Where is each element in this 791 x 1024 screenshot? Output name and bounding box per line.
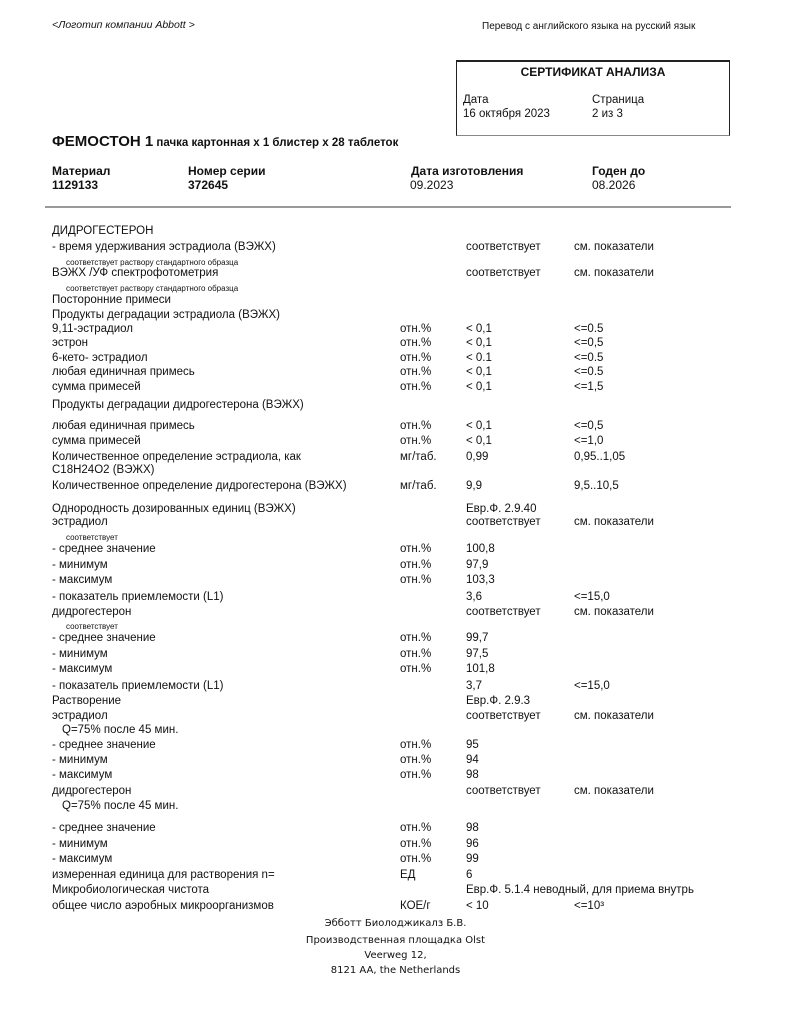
row-result: < 0.1	[466, 352, 492, 364]
row-unit: отн.%	[400, 739, 432, 751]
row-label: - показатель приемлемости (L1)	[52, 680, 224, 692]
row-label: ДИДРОГЕСТЕРОН	[52, 225, 154, 237]
date-label: Дата	[463, 94, 489, 106]
row-label: - среднее значение	[52, 822, 156, 834]
material-value: 1129133	[52, 178, 99, 192]
row-label: Микробиологическая чистота	[52, 884, 210, 896]
row-unit: отн.%	[400, 769, 432, 781]
row-result: Евр.Ф. 5.1.4 неводный, для приема внутрь	[466, 884, 694, 896]
product-name: ФЕМОСТОН 1	[52, 133, 154, 150]
row-label: - минимум	[52, 648, 108, 660]
row-unit: отн.%	[400, 543, 432, 555]
row-label: ВЭЖХ /УФ спектрофотометрия	[52, 267, 219, 279]
row-limit: <=0,5	[574, 420, 604, 432]
row-label: - максимум	[52, 663, 113, 675]
row-unit: отн.%	[400, 838, 432, 850]
row-label: Q=75% после 45 мин.	[62, 724, 179, 736]
row-unit: отн.%	[400, 366, 432, 378]
row-label: дидрогестерон	[52, 785, 132, 797]
row-label: эстрон	[52, 337, 89, 349]
row-label: Растворение	[52, 695, 122, 707]
row-label: любая единичная примесь	[52, 366, 195, 378]
row-limit: см. показатели	[574, 606, 654, 618]
row-limit: 0,95..1,05	[574, 451, 626, 463]
row-result: 97,9	[466, 559, 489, 571]
row-result: < 10	[466, 900, 489, 912]
row-result: 97,5	[466, 648, 489, 660]
row-label: измеренная единица для растворения n=	[52, 869, 275, 881]
row-unit: отн.%	[400, 853, 432, 865]
footer-line-1: Эбботт Биолоджикалз Б.В.	[324, 918, 467, 929]
row-limit: см. показатели	[574, 241, 654, 253]
row-label: 9,11-эстрадиол	[52, 323, 134, 335]
row-unit: отн.%	[400, 323, 432, 335]
row-label: соответствует	[66, 533, 118, 542]
row-unit: отн.%	[400, 559, 432, 571]
row-result: 6	[466, 869, 473, 881]
page-value: 2 из 3	[592, 108, 623, 120]
row-result: < 0,1	[466, 337, 492, 349]
row-unit: отн.%	[400, 574, 432, 586]
row-result: 98	[466, 822, 479, 834]
row-label: Продукты деградации дидрогестерона (ВЭЖХ)	[52, 399, 304, 411]
row-label: - максимум	[52, 574, 113, 586]
row-result: 98	[466, 769, 479, 781]
row-limit: см. показатели	[574, 785, 654, 797]
row-unit: отн.%	[400, 648, 432, 660]
row-label: Q=75% после 45 мин.	[62, 800, 179, 812]
page-label: Страница	[592, 94, 645, 106]
row-result: 9,9	[466, 480, 482, 492]
footer-line-3: Veerweg 12,	[364, 950, 427, 961]
row-result: соответствует	[466, 267, 541, 279]
row-label: соответствует раствору стандартного образца	[66, 258, 239, 267]
row-label: сумма примесей	[52, 435, 141, 447]
row-result: < 0,1	[466, 420, 492, 432]
row-unit: мг/таб.	[400, 451, 437, 463]
row-label: 6-кето- эстрадиол	[52, 352, 148, 364]
certificate-title: СЕРТИФИКАТ АНАЛИЗА	[520, 65, 666, 79]
date-value: 16 октября 2023	[463, 108, 550, 120]
exp-value: 08.2026	[592, 178, 636, 192]
batch-value: 372645	[188, 178, 229, 192]
logo-placeholder: <Логотип компании Abbott >	[52, 19, 195, 31]
row-result: 96	[466, 838, 479, 850]
certificate-box	[456, 60, 730, 136]
row-result: соответствует	[466, 606, 541, 618]
row-result: 99	[466, 853, 479, 865]
row-unit: отн.%	[400, 822, 432, 834]
row-result: 95	[466, 739, 479, 751]
row-unit: отн.%	[400, 337, 432, 349]
row-result: соответствует	[466, 710, 541, 722]
row-label: - максимум	[52, 853, 113, 865]
divider	[45, 206, 731, 208]
footer-line-4: 8121 AA, the Netherlands	[330, 965, 461, 976]
product-description: пачка картонная х 1 блистер х 28 таблеток	[153, 137, 399, 149]
row-result: Евр.Ф. 2.9.40	[466, 503, 537, 515]
row-limit: см. показатели	[574, 516, 654, 528]
row-label: любая единичная примесь	[52, 420, 195, 432]
row-result: соответствует	[466, 241, 541, 253]
row-unit: отн.%	[400, 352, 432, 364]
row-label: соответствует раствору стандартного образца	[66, 284, 239, 293]
row-result: 103,3	[466, 574, 495, 586]
row-result: соответствует	[466, 785, 541, 797]
row-result: < 0,1	[466, 323, 492, 335]
row-label: Продукты деградации эстрадиола (ВЭЖХ)	[52, 309, 280, 321]
row-result: < 0,1	[466, 435, 492, 447]
row-limit: <=0.5	[574, 352, 604, 364]
row-label: C18H24O2 (ВЭЖХ)	[52, 464, 155, 476]
row-unit: КОЕ/г	[400, 900, 431, 912]
mfg-value: 09.2023	[410, 178, 454, 192]
row-label: Посторонние примеси	[52, 294, 171, 306]
row-result: 3,7	[466, 680, 482, 692]
row-result: 94	[466, 754, 479, 766]
row-label: дидрогестерон	[52, 606, 132, 618]
row-result: 101,8	[466, 663, 495, 675]
row-limit: см. показатели	[574, 710, 654, 722]
row-unit: отн.%	[400, 381, 432, 393]
row-limit: <=15,0	[574, 680, 610, 692]
row-label: сумма примесей	[52, 381, 141, 393]
row-label: эстрадиол	[52, 710, 108, 722]
row-result: 99,7	[466, 632, 489, 644]
row-label: - минимум	[52, 559, 108, 571]
row-limit: <=0.5	[574, 366, 604, 378]
mfg-label: Дата изготовления	[411, 164, 524, 178]
row-limit: <=1,5	[574, 381, 604, 393]
row-label: общее число аэробных микроорганизмов	[52, 900, 274, 912]
row-label: - среднее значение	[52, 739, 156, 751]
row-label: Количественное определение эстрадиола, как	[52, 451, 301, 463]
row-unit: ЕД	[400, 869, 416, 881]
footer-line-2: Производственная площадка Olst	[305, 935, 486, 946]
row-label: - минимум	[52, 754, 108, 766]
row-unit: мг/таб.	[400, 480, 437, 492]
row-limit: <=1,0	[574, 435, 604, 447]
row-limit: см. показатели	[574, 267, 654, 279]
row-limit: 9,5..10,5	[574, 480, 619, 492]
exp-label: Годен до	[592, 164, 646, 178]
row-limit: <=0.5	[574, 323, 604, 335]
row-label: - среднее значение	[52, 543, 156, 555]
translation-note: Перевод с английского языка на русский язык	[482, 21, 696, 32]
row-label: Однородность дозированных единиц (ВЭЖХ)	[52, 503, 296, 515]
row-result: Евр.Ф. 2.9.3	[466, 695, 531, 707]
row-label: - время удерживания эстрадиола (ВЭЖХ)	[52, 241, 276, 253]
row-result: 3,6	[466, 591, 482, 603]
row-label: - показатель приемлемости (L1)	[52, 591, 224, 603]
row-limit: <=0,5	[574, 337, 604, 349]
batch-label: Номер серии	[188, 164, 266, 178]
row-result: 100,8	[466, 543, 495, 555]
row-unit: отн.%	[400, 420, 432, 432]
row-label: - минимум	[52, 838, 108, 850]
row-unit: отн.%	[400, 632, 432, 644]
row-label: - среднее значение	[52, 632, 156, 644]
row-result: соответствует	[466, 516, 541, 528]
product-title	[52, 135, 398, 150]
row-unit: отн.%	[400, 754, 432, 766]
row-label: - максимум	[52, 769, 113, 781]
row-label: эстрадиол	[52, 516, 108, 528]
row-label: соответствует	[66, 622, 118, 631]
row-limit: <=15,0	[574, 591, 610, 603]
row-result: < 0,1	[466, 381, 492, 393]
row-label: Количественное определение дидрогестерона (ВЭЖХ)	[52, 480, 347, 492]
row-limit: <=10³	[574, 900, 605, 912]
row-result: < 0,1	[466, 366, 492, 378]
row-unit: отн.%	[400, 663, 432, 675]
row-result: 0,99	[466, 451, 489, 463]
material-label: Материал	[52, 164, 111, 178]
row-unit: отн.%	[400, 435, 432, 447]
